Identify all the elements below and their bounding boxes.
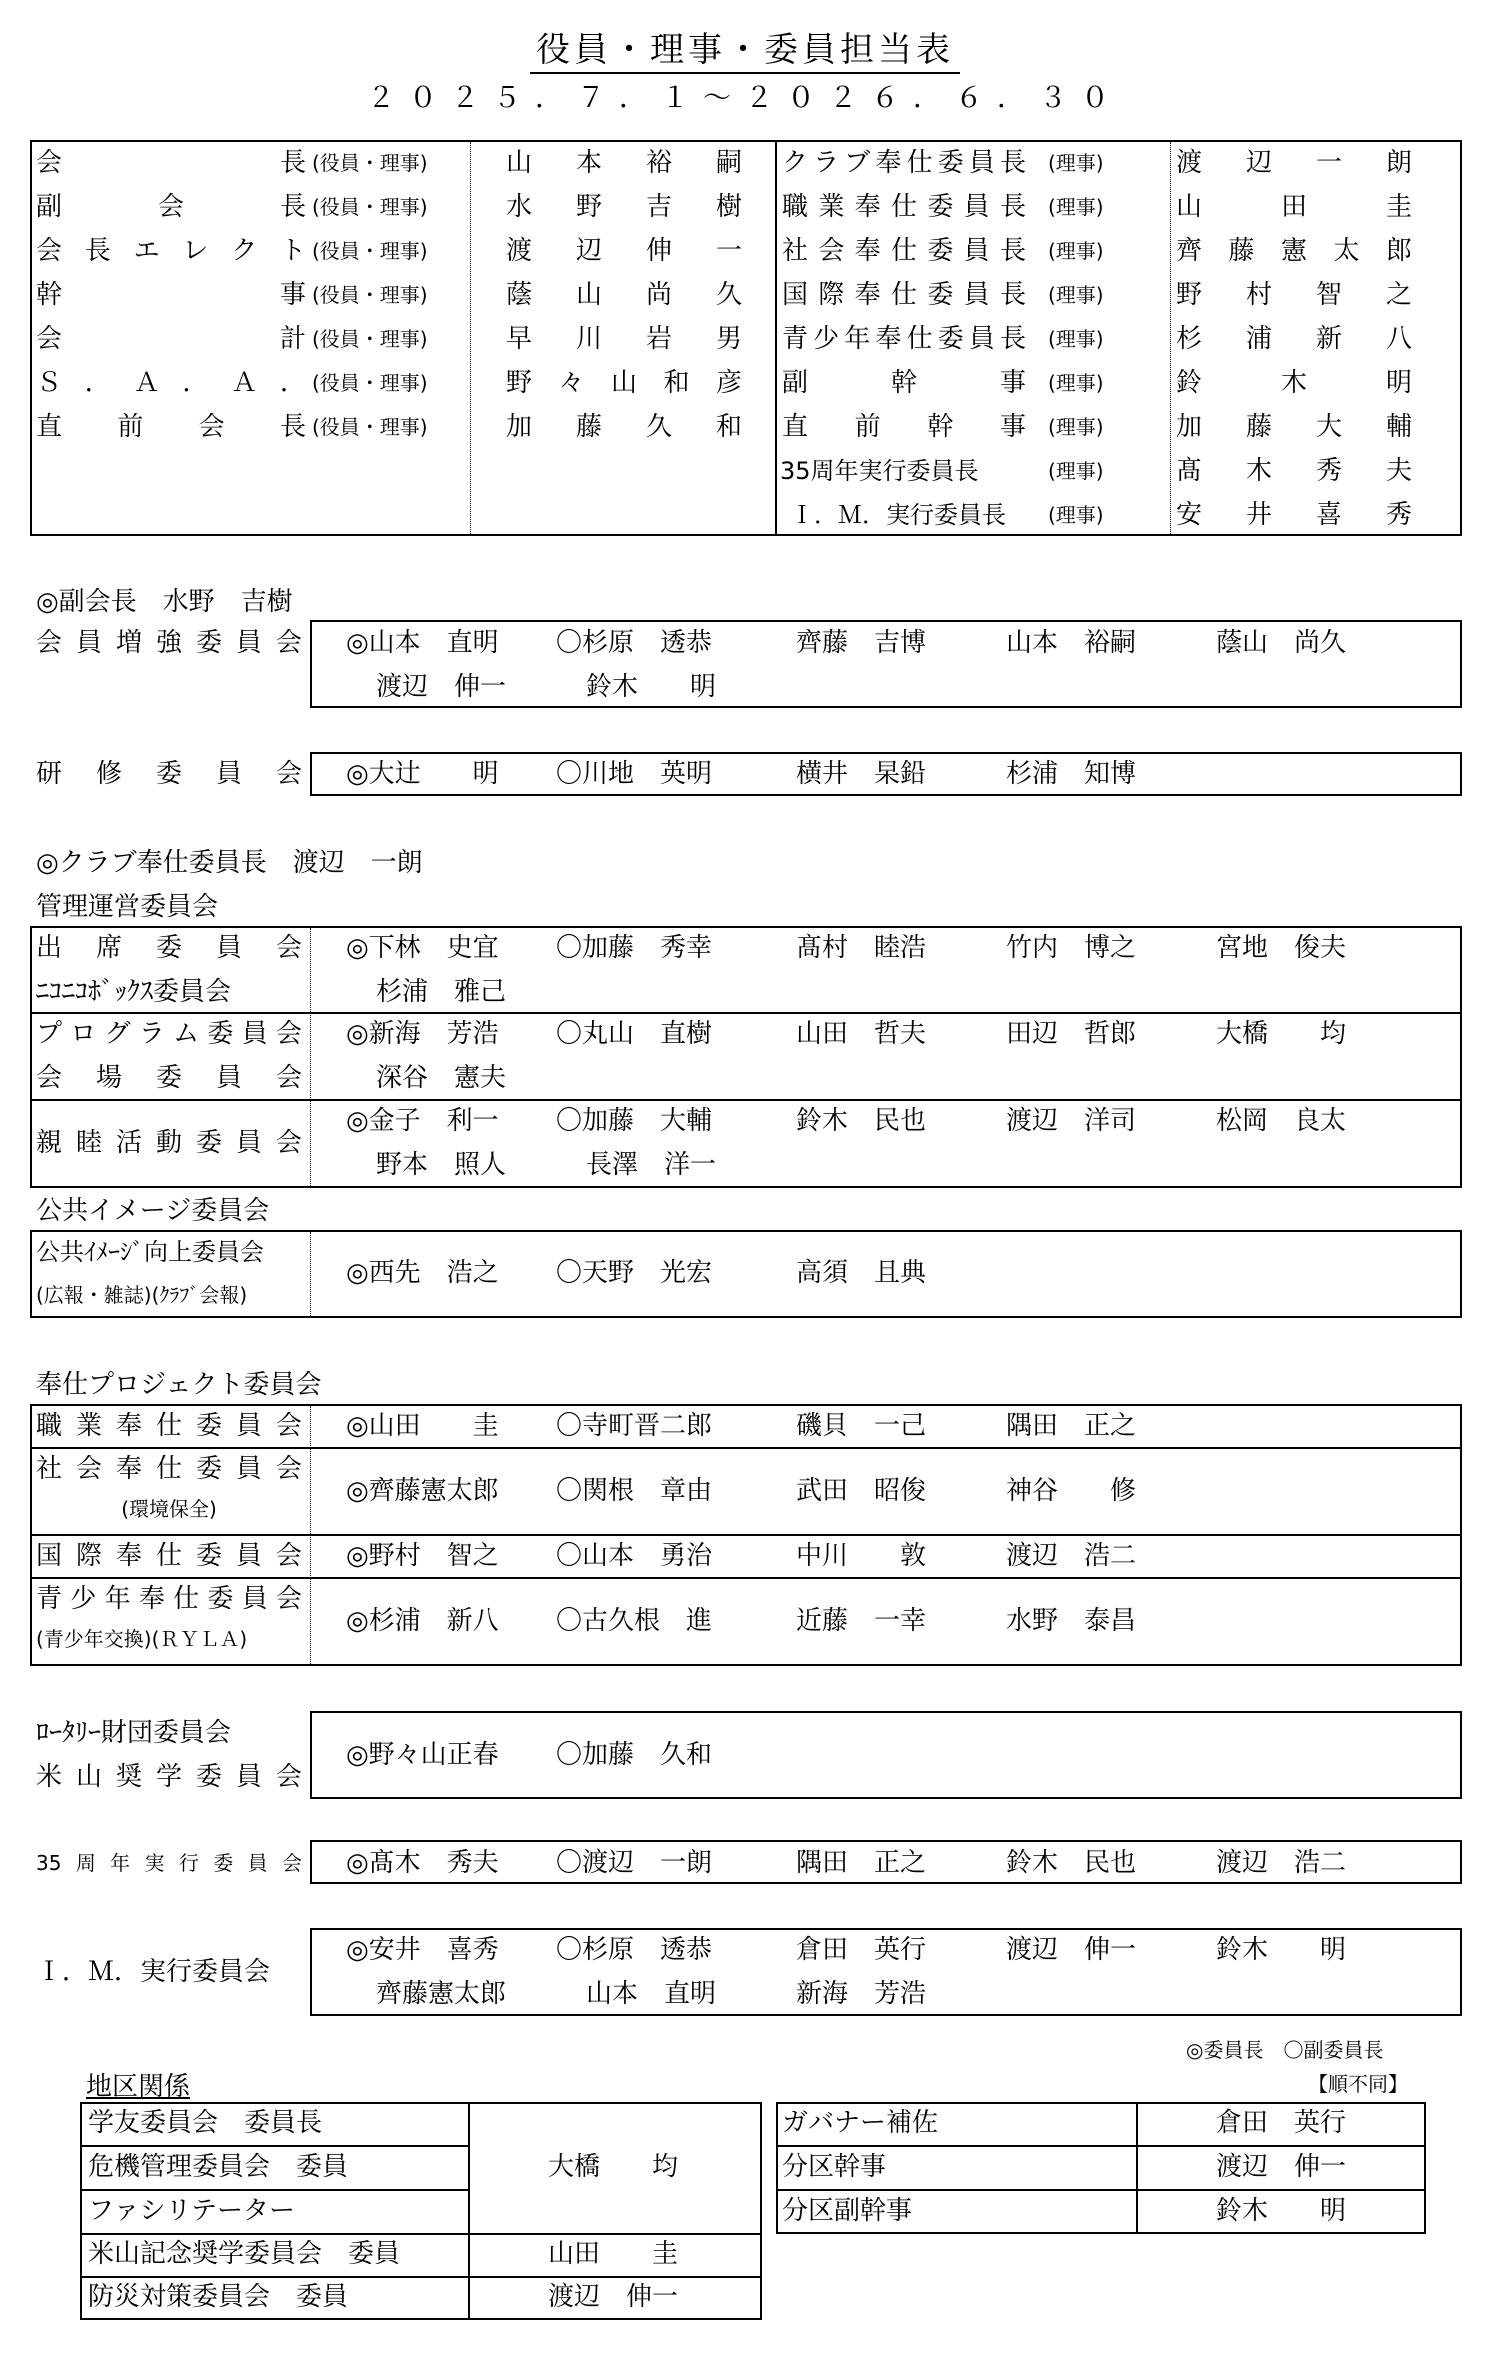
officer-note: (理事) [1048, 151, 1104, 175]
officer-name: 蔭 山 尚 久 [506, 280, 742, 310]
officer-role: 副 会 長 [36, 192, 306, 222]
club-service-heading: ◎クラブ奉仕委員長 渡辺 一朗 [36, 848, 423, 878]
foundation-label: ﾛｰﾀﾘｰ財団委員会 [36, 1718, 232, 1748]
officer-note: (理事) [1048, 459, 1104, 483]
member-name: ◎野村 智之 [346, 1541, 499, 1571]
officer-note: (理事) [1048, 327, 1104, 351]
member-name: 大橋 均 [1216, 1019, 1347, 1049]
member-name: 深谷 憲夫 [376, 1063, 507, 1093]
officer-role: Ｉ．Ｍ．実行委員長 [790, 501, 1006, 529]
member-name: ◎西先 浩之 [346, 1258, 499, 1288]
member-name: 〇山本 勇治 [556, 1541, 713, 1571]
district-merged-name: 大橋 均 [548, 2152, 679, 2182]
officer-name: 鈴 木 明 [1176, 368, 1412, 398]
member-name: 渡辺 伸一 [376, 672, 507, 702]
district-yoneyama-name: 山田 圭 [548, 2239, 679, 2269]
officer-name: 加 藤 久 和 [506, 412, 742, 442]
member-name: ◎安井 喜秀 [346, 1935, 499, 1965]
legend-order: 【順不同】 [1308, 2072, 1408, 2096]
officer-note: (役員・理事) [312, 327, 428, 351]
community-sublabel: (環境保全) [121, 1497, 217, 1521]
youth-label: 青 少 年 奉 仕 委 員 会 [36, 1584, 302, 1614]
district-sec: 分区幹事 [782, 2152, 887, 2182]
attendance-label: 出 席 委 員 会 [36, 933, 302, 963]
member-name: 田辺 哲郎 [1006, 1019, 1137, 1049]
officer-role: 幹 事 [36, 280, 306, 310]
member-name: 長澤 洋一 [586, 1150, 717, 1180]
officer-note: (役員・理事) [312, 195, 428, 219]
vocational-label: 職 業 奉 仕 委 員 会 [36, 1411, 302, 1441]
member-name: 齊藤 吉博 [796, 628, 927, 658]
member-name: 髙村 睦浩 [796, 933, 927, 963]
member-name: 松岡 良太 [1216, 1106, 1347, 1136]
district-gakuyu: 学友委員会 委員長 [88, 2108, 323, 2138]
member-name: 〇古久根 進 [556, 1606, 713, 1636]
member-name: 鈴木 民也 [1006, 1848, 1137, 1878]
member-name: 新海 芳浩 [796, 1979, 927, 2009]
member-name: 渡辺 浩二 [1006, 1541, 1137, 1571]
officer-role: 職 業 奉 仕 委 員 長 [782, 192, 1026, 222]
sp-heading: 奉仕プロジェクト委員会 [36, 1370, 322, 1400]
officer-role: 直 前 幹 事 [782, 412, 1026, 442]
district-facilitator: ファシリテーター [88, 2196, 295, 2226]
member-name: 〇天野 光宏 [556, 1258, 713, 1288]
district-heading: 地区関係 [86, 2072, 191, 2102]
member-name: 蔭山 尚久 [1216, 628, 1347, 658]
district-bousai-name: 渡辺 伸一 [548, 2282, 679, 2312]
admin-heading: 管理運営委員会 [36, 892, 219, 922]
pi-label: 公共ｲﾒｰｼﾞ向上委員会 [36, 1238, 264, 1266]
pi-heading: 公共イメージ委員会 [36, 1196, 270, 1226]
officer-name: 野 々 山 和 彦 [506, 368, 742, 398]
im-label: Ｉ．Ｍ．実行委員会 [36, 1957, 271, 1987]
member-name: 〇加藤 久和 [556, 1740, 713, 1770]
officer-name: 山 田 圭 [1176, 192, 1412, 222]
pi-sublabel: (広報・雑誌)(ｸﾗﾌﾞ会報) [36, 1283, 248, 1307]
member-name: ◎髙木 秀夫 [346, 1848, 499, 1878]
member-name: 杉浦 雅己 [376, 977, 507, 1007]
officer-role: 青 少 年 奉 仕 委 員 長 [782, 324, 1026, 354]
program-label: プ ロ グ ラ ム 委 員 会 [36, 1019, 302, 1049]
member-name: 〇渡辺 一朗 [556, 1848, 713, 1878]
member-name: ◎金子 利一 [346, 1106, 499, 1136]
officer-note: (役員・理事) [312, 151, 428, 175]
officer-note: (理事) [1048, 371, 1104, 395]
member-name: 渡辺 浩二 [1216, 1848, 1347, 1878]
vp-heading: ◎副会長 水野 吉樹 [36, 587, 293, 617]
officer-name: 髙 木 秀 夫 [1176, 456, 1412, 486]
officer-name: 加 藤 大 輔 [1176, 412, 1412, 442]
officer-role: 副 幹 事 [782, 368, 1026, 398]
officer-role: 直 前 会 長 [36, 412, 306, 442]
officer-name: 杉 浦 新 八 [1176, 324, 1412, 354]
anniv-label: 35 周 年 実 行 委 員 会 [36, 1851, 302, 1875]
member-name: 〇関根 章由 [556, 1476, 713, 1506]
member-name: 〇加藤 大輔 [556, 1106, 713, 1136]
member-name: 中川 敦 [796, 1541, 927, 1571]
venue-label: 会 場 委 員 会 [36, 1063, 302, 1093]
district-sec-name: 渡辺 伸一 [1216, 2152, 1347, 2182]
member-name: 倉田 英行 [796, 1935, 927, 1965]
officer-name: 山 本 裕 嗣 [506, 148, 742, 178]
member-name: 鈴木 明 [586, 672, 717, 702]
member-name: ◎杉浦 新八 [346, 1606, 499, 1636]
member-name: 神谷 修 [1006, 1476, 1137, 1506]
member-name: 磯貝 一己 [796, 1411, 927, 1441]
officer-name: 齊 藤 憲 太 郎 [1176, 236, 1412, 266]
officer-role: 35周年実行委員長 [780, 457, 979, 485]
officer-role: 社 会 奉 仕 委 員 長 [782, 236, 1026, 266]
member-name: 山本 裕嗣 [1006, 628, 1137, 658]
officer-role: 国 際 奉 仕 委 員 長 [782, 280, 1026, 310]
member-name: 鈴木 明 [1216, 1935, 1347, 1965]
member-name: 高須 且典 [796, 1258, 927, 1288]
member-name: ◎下林 史宜 [346, 933, 499, 963]
member-name: 宮地 俊夫 [1216, 933, 1347, 963]
member-name: 竹内 博之 [1006, 933, 1137, 963]
member-name: 〇丸山 直樹 [556, 1019, 713, 1049]
member-name: 水野 泰昌 [1006, 1606, 1137, 1636]
member-name: 〇杉原 透恭 [556, 1935, 713, 1965]
training-label: 研 修 委 員 会 [36, 759, 302, 789]
officer-note: (役員・理事) [312, 415, 428, 439]
officer-name: 渡 辺 一 朗 [1176, 148, 1412, 178]
district-vice-sec: 分区副幹事 [782, 2196, 913, 2226]
member-name: 〇寺町晋二郎 [556, 1411, 713, 1441]
nikoniko-label: ﾆｺﾆｺﾎﾞｯｸｽ委員会 [36, 977, 232, 1007]
officer-note: (役員・理事) [312, 239, 428, 263]
officer-note: (理事) [1048, 415, 1104, 439]
officer-name: 安 井 喜 秀 [1176, 500, 1412, 530]
officer-role: ク ラ ブ 奉 仕 委 員 長 [782, 148, 1026, 178]
officer-name: 野 村 智 之 [1176, 280, 1412, 310]
community-label: 社 会 奉 仕 委 員 会 [36, 1454, 302, 1484]
district-gov-asst-name: 倉田 英行 [1216, 2108, 1347, 2138]
district-gov-asst: ガバナー補佐 [782, 2108, 939, 2138]
member-name: ◎山本 直明 [346, 628, 499, 658]
officer-role: 会 長 [36, 148, 306, 178]
officer-note: (理事) [1048, 283, 1104, 307]
officer-name: 渡 辺 伸 一 [506, 236, 742, 266]
district-yoneyama: 米山記念奨学委員会 委員 [88, 2239, 401, 2269]
officer-note: (理事) [1048, 195, 1104, 219]
member-name: 武田 昭俊 [796, 1476, 927, 1506]
youth-sublabel: (青少年交換)(ＲＹＬＡ) [36, 1627, 248, 1651]
member-name: 〇川地 英明 [556, 759, 713, 789]
officer-name: 早 川 岩 男 [506, 324, 742, 354]
officer-role: Ｓ ． Ａ ． Ａ ． [36, 368, 306, 398]
officer-role: 会 長 エ レ ク ト [36, 236, 306, 266]
member-name: 齊藤憲太郎 [376, 1979, 507, 2009]
district-kiki: 危機管理委員会 委員 [88, 2152, 349, 2182]
member-name: 杉浦 知博 [1006, 759, 1137, 789]
membership-label: 会 員 増 強 委 員 会 [36, 628, 302, 658]
member-name: 渡辺 洋司 [1006, 1106, 1137, 1136]
officer-note: (理事) [1048, 503, 1104, 527]
member-name: ◎大辻 明 [346, 759, 499, 789]
fellowship-label: 親 睦 活 動 委 員 会 [36, 1128, 302, 1158]
officer-note: (役員・理事) [312, 283, 428, 307]
officer-note: (理事) [1048, 239, 1104, 263]
member-name: 〇杉原 透恭 [556, 628, 713, 658]
member-name: 山本 直明 [586, 1979, 717, 2009]
member-name: 隅田 正之 [1006, 1411, 1137, 1441]
member-name: 隅田 正之 [796, 1848, 927, 1878]
member-name: ◎野々山正春 [346, 1740, 499, 1770]
member-name: ◎新海 芳浩 [346, 1019, 499, 1049]
member-name: 近藤 一幸 [796, 1606, 927, 1636]
officer-note: (役員・理事) [312, 371, 428, 395]
member-name: 山田 哲夫 [796, 1019, 927, 1049]
page-title: 役員・理事・委員担当表 [0, 22, 1490, 71]
district-vice-sec-name: 鈴木 明 [1216, 2196, 1347, 2226]
member-name: 鈴木 民也 [796, 1106, 927, 1136]
member-name: 渡辺 伸一 [1006, 1935, 1137, 1965]
officer-name: 水 野 吉 樹 [506, 192, 742, 222]
legend: ◎委員長 〇副委員長 [1186, 2038, 1384, 2062]
member-name: ◎山田 圭 [346, 1411, 499, 1441]
member-name: 野本 照人 [376, 1150, 507, 1180]
district-bousai: 防災対策委員会 委員 [88, 2282, 349, 2312]
officer-role: 会 計 [36, 324, 306, 354]
member-name: 横井 杲鉛 [796, 759, 927, 789]
member-name: ◎齊藤憲太郎 [346, 1476, 499, 1506]
yoneyama-label: 米 山 奨 学 委 員 会 [36, 1762, 302, 1792]
term-period: ２０２５．７．１～２０２６．６．３０ [366, 81, 1123, 114]
member-name: 〇加藤 秀幸 [556, 933, 713, 963]
international-label: 国 際 奉 仕 委 員 会 [36, 1541, 302, 1571]
